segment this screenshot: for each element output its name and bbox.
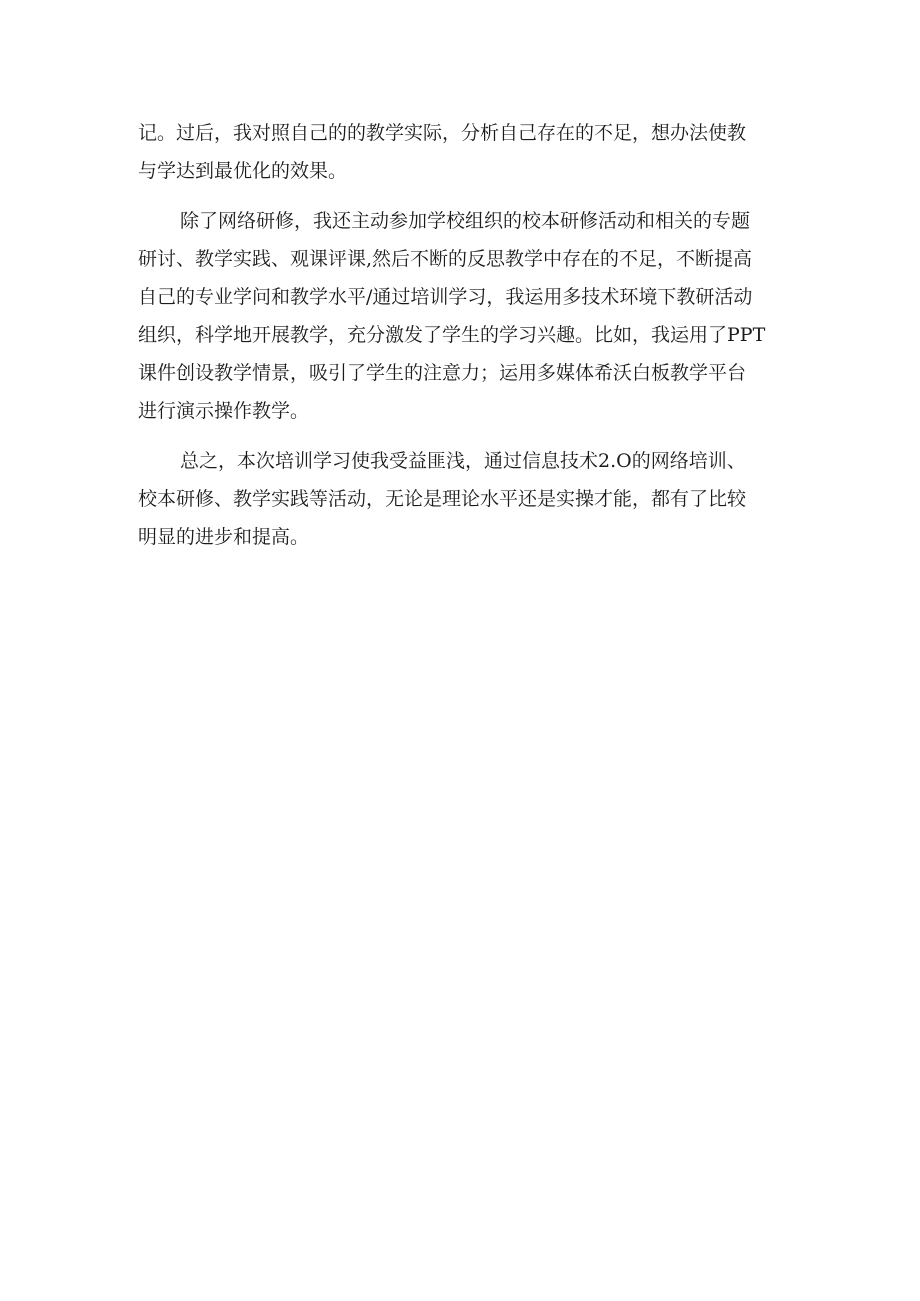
paragraph-line: 记。过后，我对照自己的的教学实际，分析自己存在的不足，想办法使教: [138, 122, 747, 144]
document-body: [138, 114, 788, 556]
paragraph-line: 除了网络研修，我还主动参加学校组织的校本研修活动和相关的专题: [180, 210, 751, 232]
paragraph-line: 组织，科学地开展教学，充分激发了学生的学习兴趣。比如，我运用了PPT: [138, 324, 766, 346]
paragraph-line: 自己的专业学问和教学水平/通过培训学习，我运用多技术环境下教研活动: [138, 286, 753, 308]
paragraph-gap: [138, 430, 788, 442]
paragraph-line: 与学达到最优化的效果。: [138, 160, 348, 182]
paragraph-line: 总之，本次培训学习使我受益匪浅，通过信息技术2.O的网络培训、: [180, 450, 746, 472]
paragraph-gap: [138, 190, 788, 202]
paragraph-2: [138, 202, 788, 430]
paragraph-1: [138, 114, 788, 190]
paragraph-line: 校本研修、教学实践等活动，无论是理论水平还是实操才能，都有了比较: [138, 488, 747, 510]
paragraph-line: 明显的进步和提高。: [138, 526, 310, 548]
paragraph-3: [138, 442, 788, 556]
paragraph-line: 进行演示操作教学。: [138, 400, 310, 422]
paragraph-line: 研讨、教学实践、观课评课,然后不断的反思教学中存在的不足，不断提高: [138, 248, 753, 270]
paragraph-line: 课件创设教学情景，吸引了学生的注意力；运用多媒体希沃白板教学平台: [138, 362, 747, 384]
